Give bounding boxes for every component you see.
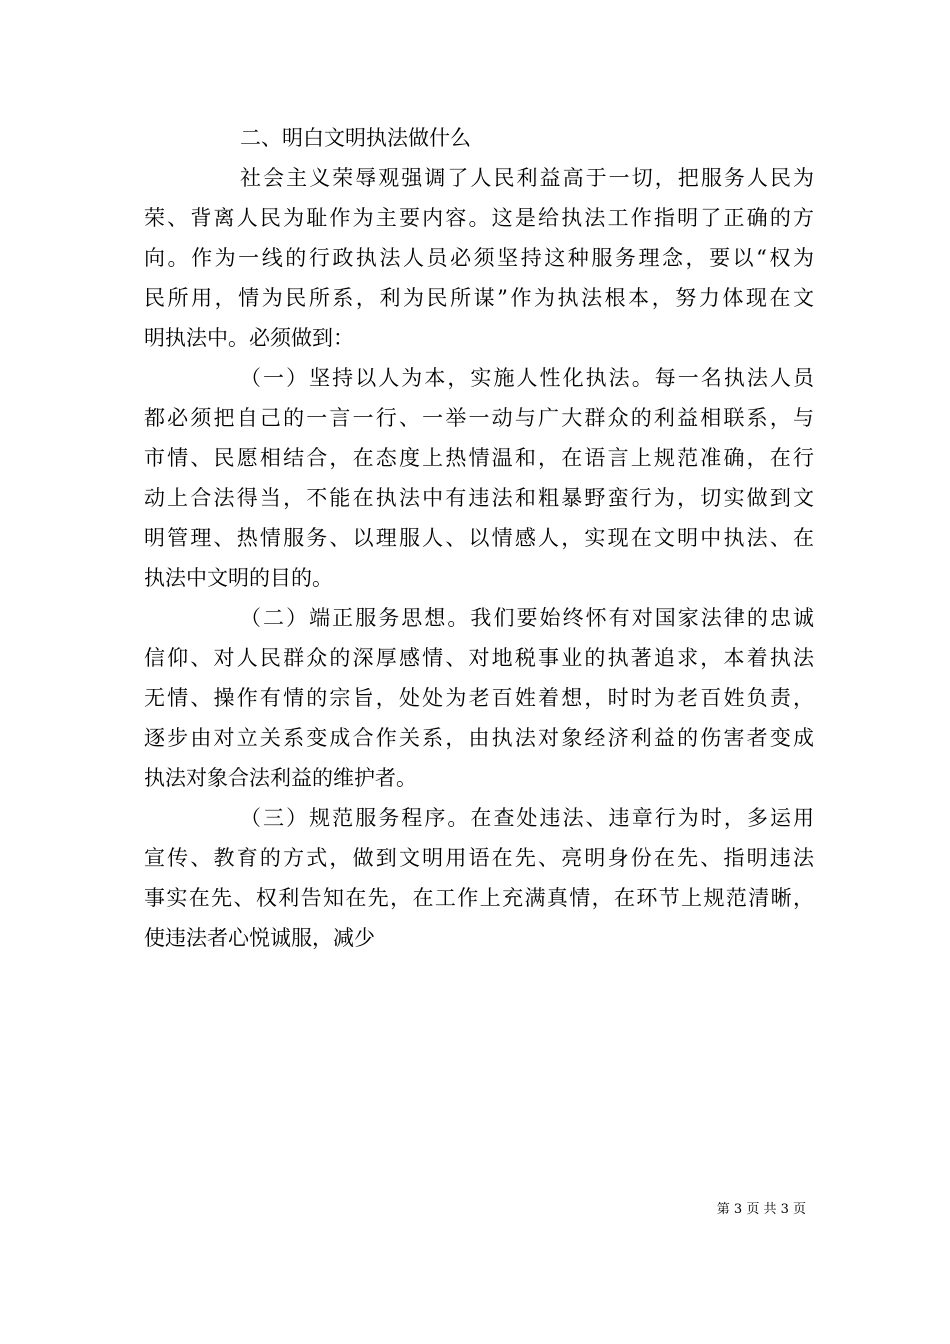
section-heading: 二、明白文明执法做什么 [240, 126, 471, 150]
paragraph-line: （二）端正服务思想。我们要始终怀有对国家法律的忠诚 [240, 606, 814, 630]
paragraph-line: 向。作为一线的行政执法人员必须坚持这种服务理念，要以“权为 [144, 246, 814, 270]
paragraph-line: 市情、民愿相结合，在态度上热情温和，在语言上规范准确，在行 [144, 446, 814, 470]
paragraph-line: 逐步由对立关系变成合作关系，由执法对象经济利益的伤害者变成 [144, 726, 814, 750]
paragraph-line: 荣、背离人民为耻作为主要内容。这是给执法工作指明了正确的方 [144, 206, 814, 230]
paragraph-3 [144, 598, 814, 798]
paragraph-line: （一）坚持以人为本，实施人性化执法。每一名执法人员 [240, 366, 814, 390]
paragraph-line: 社会主义荣辱观强调了人民利益高于一切，把服务人民为 [240, 166, 814, 190]
paragraph-4 [144, 798, 814, 958]
document-body [144, 118, 814, 958]
paragraph-line: 执法中文明的目的。 [144, 566, 333, 590]
paragraph-line: 事实在先、权利告知在先，在工作上充满真情，在环节上规范清晰， [144, 886, 814, 910]
paragraph-line: 使违法者心悦诚服，减少 [144, 926, 375, 950]
paragraph-line: 无情、操作有情的宗旨，处处为老百姓着想，时时为老百姓负责， [144, 686, 814, 710]
paragraph-line: 执法对象合法利益的维护者。 [144, 766, 417, 790]
paragraph-1 [144, 158, 814, 358]
page-number: 第 3 页 共 3 页 [716, 1202, 806, 1217]
paragraph-line: 明管理、热情服务、以理服人、以情感人，实现在文明中执法、在 [144, 526, 814, 550]
paragraph-line: 宣传、教育的方式，做到文明用语在先、亮明身份在先、指明违法 [144, 846, 814, 870]
paragraph-line: 动上合法得当，不能在执法中有违法和粗暴野蛮行为，切实做到文 [144, 486, 814, 510]
paragraph-line: （三）规范服务程序。在查处违法、违章行为时，多运用 [240, 806, 814, 830]
paragraph-2 [144, 358, 814, 598]
paragraph-line: 信仰、对人民群众的深厚感情、对地税事业的执著追求，本着执法 [144, 646, 814, 670]
paragraph-line: 民所用，情为民所系，利为民所谋”作为执法根本，努力体现在文 [144, 286, 814, 310]
paragraph-line: 明执法中。必须做到： [144, 326, 354, 350]
paragraph-line: 都必须把自己的一言一行、一举一动与广大群众的利益相联系，与 [144, 406, 814, 430]
